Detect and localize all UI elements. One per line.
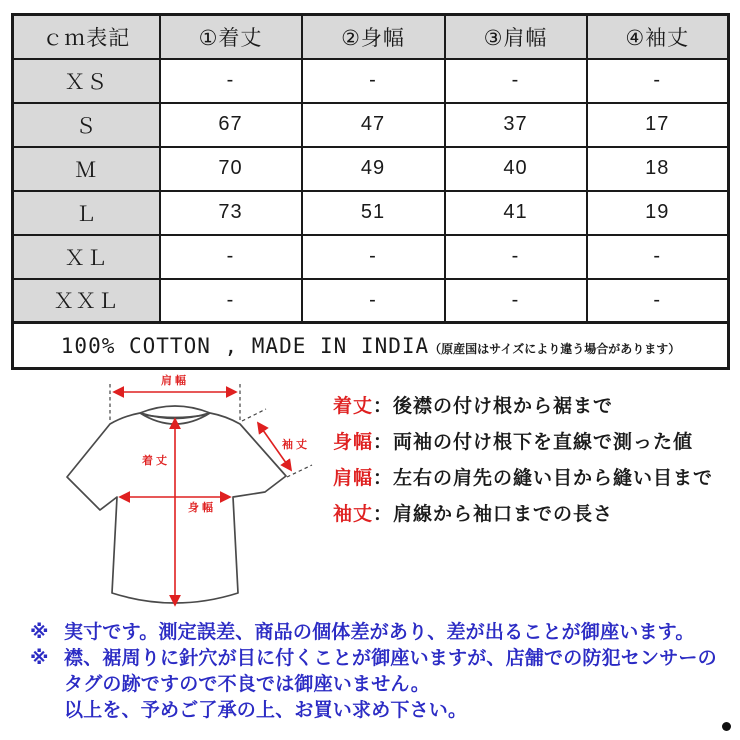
- table-row-xl: [13, 235, 729, 279]
- size-label: ＸＬ: [13, 235, 160, 279]
- cell-value: 41: [445, 191, 587, 235]
- definition-desc: 左右の肩先の縫い目から縫い目まで: [393, 468, 714, 489]
- table-row-m: [13, 147, 729, 191]
- material-cell: [13, 323, 729, 369]
- size-label: ＸＳ: [13, 59, 160, 103]
- col-header-cm: ｃｍ表記: [13, 15, 160, 59]
- cell-value: -: [302, 279, 445, 323]
- shoulder-width-label: 肩幅: [161, 375, 189, 387]
- cell-value: -: [587, 279, 729, 323]
- size-label: Ｍ: [13, 147, 160, 191]
- definition-desc: 後襟の付け根から裾まで: [393, 396, 614, 417]
- cell-value: -: [160, 279, 302, 323]
- table-footer-row: [13, 323, 729, 369]
- cell-value: 47: [302, 103, 445, 147]
- size-chart-table: [11, 13, 730, 370]
- note-actual-measurements: [30, 620, 728, 646]
- size-label: Ｌ: [13, 191, 160, 235]
- sleeve-top-guide-line: [242, 409, 266, 421]
- cell-value: 73: [160, 191, 302, 235]
- disclaimer-notes: [30, 620, 728, 724]
- table-row-s: [13, 103, 729, 147]
- cell-value: 70: [160, 147, 302, 191]
- cell-value: -: [302, 235, 445, 279]
- collar-inner-arc: [145, 415, 205, 418]
- definition-body-length: [333, 396, 733, 418]
- cell-value: -: [302, 59, 445, 103]
- body-length-label: 着丈: [142, 455, 170, 467]
- definition-separator: ：: [373, 504, 394, 525]
- tshirt-measurement-diagram: [58, 372, 338, 622]
- cell-value: -: [160, 59, 302, 103]
- definition-body-width: [333, 432, 733, 454]
- definition-desc: 肩線から袖口までの長さ: [393, 504, 614, 525]
- note-text: 以上を、予めご了承の上、お買い求め下さい。: [64, 700, 468, 721]
- col-header-body-length: ①着丈: [160, 15, 302, 59]
- collar-outer-arc: [140, 406, 210, 413]
- material-origin-note: （原産国はサイズにより違う場合があります）: [429, 341, 681, 356]
- definition-sleeve-length: [333, 504, 733, 526]
- definition-term: 身幅: [333, 432, 374, 453]
- cell-value: 37: [445, 103, 587, 147]
- cell-value: 18: [587, 147, 729, 191]
- body-width-label: 身幅: [188, 502, 216, 514]
- note-text: 襟、裾周りに針穴が目に付くことが御座いますが、店舗での防犯センサーのタグの跡ですので不良では御座いません。: [64, 648, 717, 695]
- tshirt-outline: [67, 413, 286, 603]
- definition-separator: ：: [373, 396, 394, 417]
- col-header-shoulder-width: ③肩幅: [445, 15, 587, 59]
- cell-value: 49: [302, 147, 445, 191]
- col-header-body-width: ②身幅: [302, 15, 445, 59]
- cell-value: -: [445, 279, 587, 323]
- definition-term: 着丈: [333, 396, 374, 417]
- size-label: ＸＸＬ: [13, 279, 160, 323]
- definition-term: 袖丈: [333, 504, 374, 525]
- cell-value: -: [587, 235, 729, 279]
- cell-value: 17: [587, 103, 729, 147]
- cell-value: -: [587, 59, 729, 103]
- note-closing: [30, 698, 728, 724]
- cell-value: 51: [302, 191, 445, 235]
- definition-term: 肩幅: [333, 468, 374, 489]
- cell-value: 40: [445, 147, 587, 191]
- table-row-xs: [13, 59, 729, 103]
- table-header-row: [13, 15, 729, 59]
- sleeve-bottom-guide-line: [287, 465, 312, 477]
- note-marker: ※: [30, 648, 49, 669]
- note-needle-holes: [30, 646, 728, 698]
- measurement-definitions: [333, 396, 733, 540]
- note-marker: ※: [30, 622, 49, 643]
- size-label: Ｓ: [13, 103, 160, 147]
- cell-value: 19: [587, 191, 729, 235]
- table-row-xxl: [13, 279, 729, 323]
- stray-dot: [722, 722, 731, 731]
- material-text: 100% COTTON , MADE IN INDIA: [60, 333, 430, 358]
- note-text: 実寸です。測定誤差、商品の個体差があり、差が出ることが御座います。: [64, 622, 695, 643]
- definition-desc: 両袖の付け根下を直線で測った値: [393, 432, 694, 453]
- cell-value: -: [445, 235, 587, 279]
- cell-value: -: [445, 59, 587, 103]
- table-row-l: [13, 191, 729, 235]
- definition-shoulder-width: [333, 468, 733, 490]
- cell-value: 67: [160, 103, 302, 147]
- sleeve-length-label: 袖丈: [282, 439, 310, 451]
- definition-separator: ：: [373, 468, 394, 489]
- col-header-sleeve-length: ④袖丈: [587, 15, 729, 59]
- cell-value: -: [160, 235, 302, 279]
- definition-separator: ：: [373, 432, 394, 453]
